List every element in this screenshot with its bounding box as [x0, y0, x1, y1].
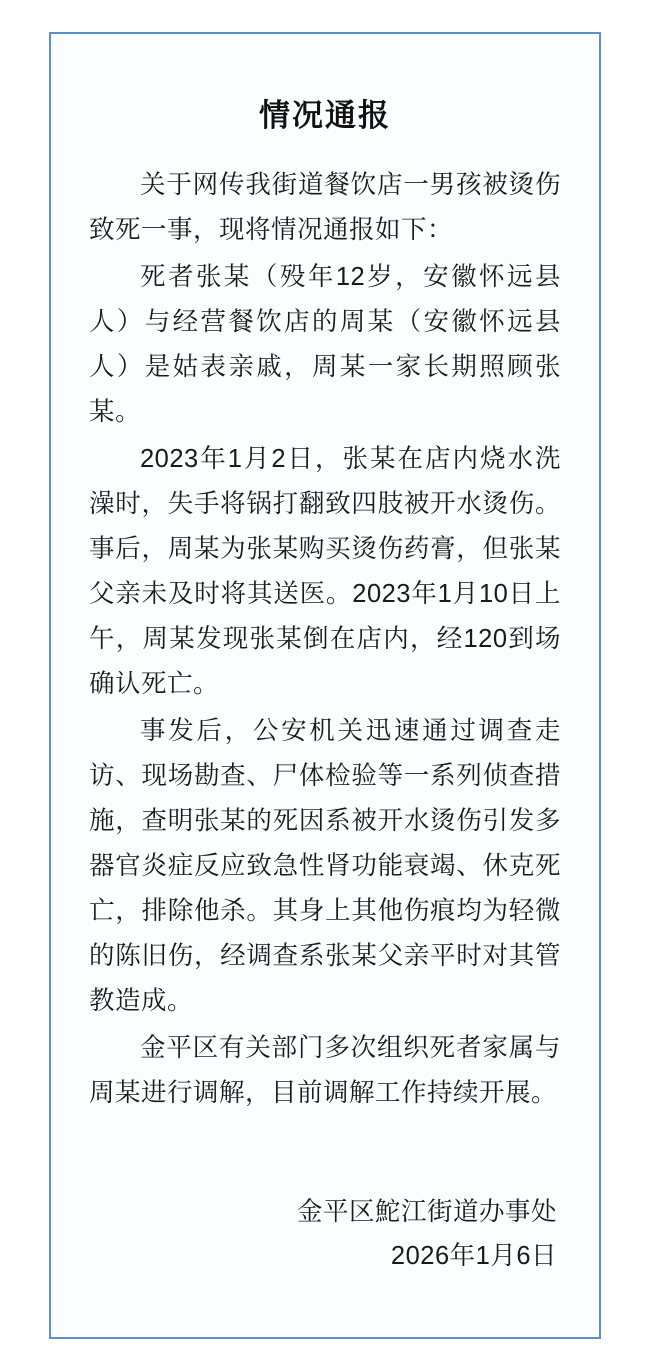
signature-block [89, 1190, 561, 1278]
paragraph: 2023年1月2日，张某在店内烧水洗澡时，失手将锅打翻致四肢被开水烫伤。事后，周某为张某购买烫伤药膏，但张某父亲未及时将其送医。2023年1月10日上午，周某发现张某倒在店内，经120到场确认死亡。 [89, 445, 561, 698]
paragraph: 死者张某（殁年12岁，安徽怀远县人）与经营餐饮店的周某（安徽怀远县人）是姑表亲戚，周某一家长期照顾张某。 [89, 263, 561, 426]
document-body [89, 163, 561, 1116]
paragraph: 关于网传我街道餐饮店一男孩被烫伤致死一事，现将情况通报如下： [89, 171, 561, 244]
paragraph: 金平区有关部门多次组织死者家属与周某进行调解，目前调解工作持续开展。 [89, 1034, 561, 1107]
notice-card [49, 32, 601, 1339]
signature-issuer: 金平区鮀江街道办事处 [296, 1198, 557, 1226]
document-title: 情况通报 [259, 98, 391, 133]
paragraph: 事发后，公安机关迅速通过调查走访、现场勘查、尸体检验等一系列侦查措施，查明张某的死因系被开水烫伤引发多器官炎症反应致急性肾功能衰竭、休克死亡，排除他杀。其身上其他伤痕均为轻微的陈旧伤，经调查系张某父亲平时对其管教造成。 [89, 717, 561, 1015]
signature-date: 2026年1月6日 [390, 1242, 557, 1270]
